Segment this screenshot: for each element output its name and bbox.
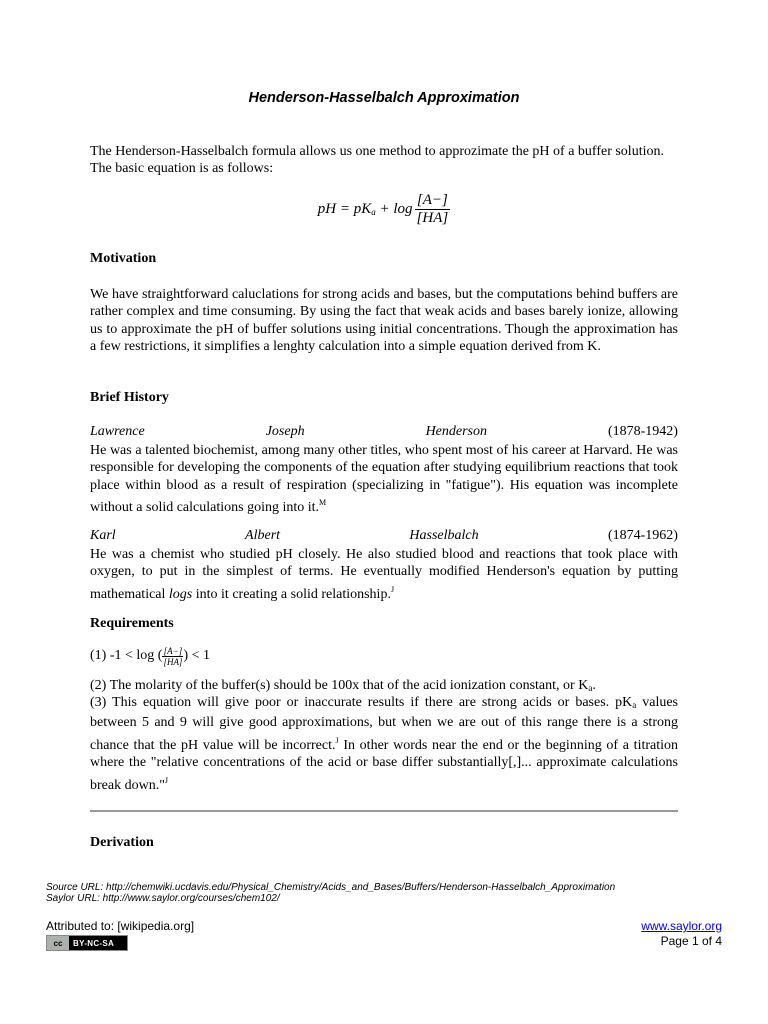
saylor-url: Saylor URL: http://www.saylor.org/courses/chem102/ xyxy=(46,893,280,904)
req1-denominator: [HA] xyxy=(163,657,183,667)
formula-lhs: pH = pK xyxy=(317,200,372,217)
formula-fraction xyxy=(415,192,451,227)
motivation-heading: Motivation xyxy=(90,251,157,266)
formula-sub: a xyxy=(371,206,376,217)
req1-pre: (1) -1 < log ( xyxy=(90,648,163,663)
formula-numerator: [A−] xyxy=(415,192,451,210)
henderson-first: Lawrence xyxy=(90,424,145,439)
hasselbalch-logs: logs xyxy=(168,586,193,602)
req3-a: (3) This equation will give poor or inaccurate results if there are strong acids or bases. pK xyxy=(90,695,633,710)
history-heading: Brief History xyxy=(90,390,169,405)
cc-icon: cc xyxy=(47,936,69,950)
formula-denominator: [HA] xyxy=(416,210,449,226)
requirement-1 xyxy=(90,646,678,667)
req2-post: . xyxy=(592,678,596,693)
saylor-link[interactable]: www.saylor.org xyxy=(641,919,722,933)
hasselbalch-middle: Albert xyxy=(245,528,281,543)
henderson-paragraph xyxy=(90,442,678,517)
intro-paragraph: The Henderson-Hasselbalch formula allows us one method to approzimate the pH of a buffer solution. The basic equation is as follows: xyxy=(90,144,664,177)
henderson-name-row xyxy=(90,424,678,440)
henderson-last: Henderson xyxy=(425,424,487,439)
hasselbalch-last: Hasselbalch xyxy=(409,528,479,543)
henderson-hasselbalch-equation xyxy=(0,192,768,227)
req2-pre: (2) The molarity of the buffer(s) should be 100x that of the acid ionization constant, or K xyxy=(90,678,589,693)
req2-sub: a xyxy=(588,683,593,693)
henderson-middle: Joseph xyxy=(265,424,305,439)
req3-b: values between 5 and 9 will give good approximations, but when we are out of this range there is a strong chance that the pH value will be incorrect. xyxy=(90,695,679,753)
page-number: Page 1 of 4 xyxy=(660,934,722,948)
page-title: Henderson-Hasselbalch Approximation xyxy=(248,90,520,106)
req3-ref-1: J xyxy=(335,735,339,745)
hasselbalch-ref: J xyxy=(390,584,395,594)
henderson-years: (1878-1942) xyxy=(607,424,678,439)
cc-license-badge[interactable] xyxy=(46,935,128,951)
hasselbalch-text-1: He was a chemist who studied pH closely. He also studied blood and reactions that took place with oxygen, to put in the simplest of terms. He eventually modified Henderson's equation by putting mathematical xyxy=(90,547,678,602)
req3-sub: a xyxy=(632,700,637,710)
req1-numerator: [A−] xyxy=(163,646,183,656)
requirements-heading: Requirements xyxy=(90,616,174,631)
requirement-3 xyxy=(90,694,678,794)
req3-ref-2: J xyxy=(164,775,169,785)
hasselbalch-first: Karl xyxy=(90,528,116,543)
hasselbalch-text-2: into it creating a solid relationship. xyxy=(192,586,391,602)
license-label: BY-NC-SA xyxy=(73,938,115,948)
hasselbalch-paragraph xyxy=(90,546,678,603)
henderson-text: He was a talented biochemist, among many other titles, who spent most of his career at Harvard. He was responsible for developing the components of the equation after studying equilibrium reactions that took place within blood as a result of respiration (specializing in "fatigue"). His equation was incomplete without a solid calculations going into it. xyxy=(90,443,678,516)
motivation-paragraph: We have straightforward caluclations for strong acids and bases, but the computations behind buffers are rather complex and time consuming. By using the fact that weak acids and bases barely ionize, allowing us to approximate the pH of buffer solutions using initial concentrations. Though the approximation has a few restrictions, it simplifies a lenghty calculation into a simple equation derived from K. xyxy=(90,287,678,355)
formula-mid: + log xyxy=(375,200,413,217)
section-divider xyxy=(90,810,678,812)
req1-post: ) < 1 xyxy=(183,648,211,663)
henderson-ref: M xyxy=(319,498,327,508)
attribution: Attributed to: [wikipedia.org] xyxy=(46,919,195,933)
hasselbalch-name-row xyxy=(90,528,678,544)
hasselbalch-years: (1874-1962) xyxy=(607,528,678,543)
req1-fraction xyxy=(162,646,183,667)
req3-c: In other words near the end or the beginning of a titration where the "relative concentrations of the acid or base differ substantially[,]... approximate calculations break down." xyxy=(90,737,678,793)
source-url: Source URL: http://chemwiki.ucdavis.edu/Physical_Chemistry/Acids_and_Bases/Buffers/Henderson-Hasselbalch_Approximation xyxy=(46,882,616,893)
derivation-heading: Derivation xyxy=(90,835,154,850)
